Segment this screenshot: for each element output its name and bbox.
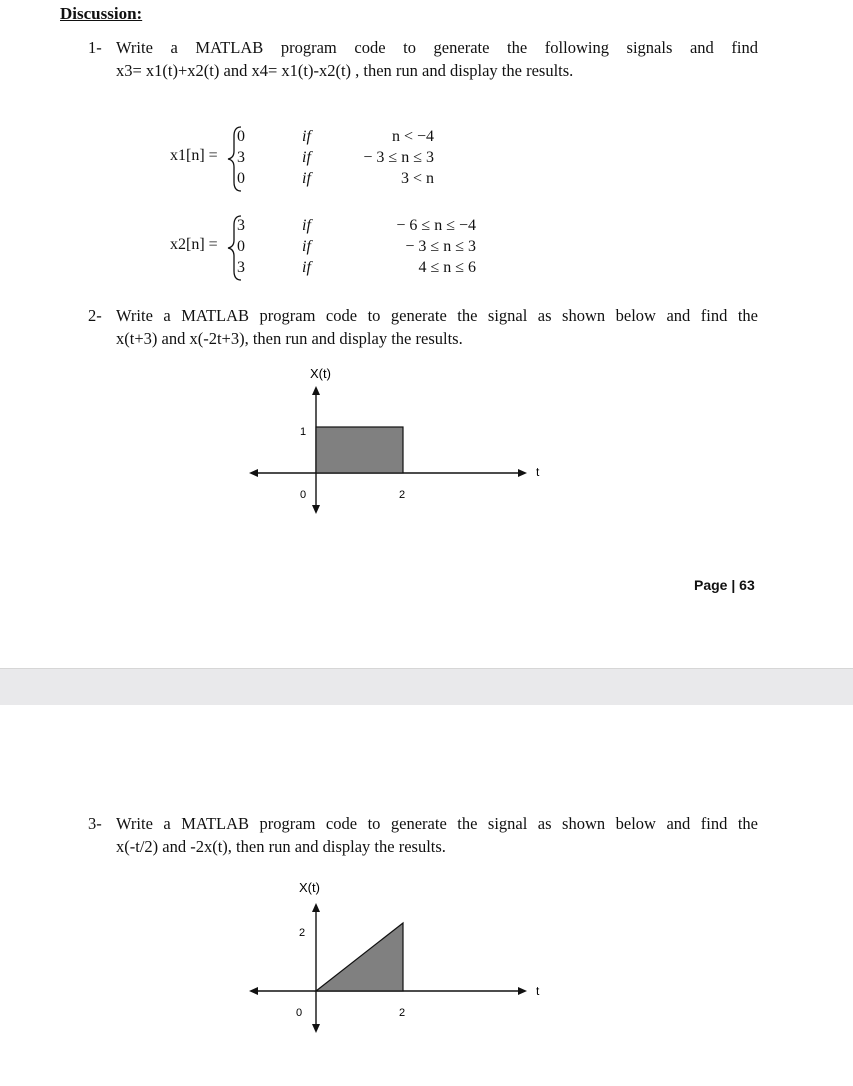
x-axis-arrow-left xyxy=(249,987,258,995)
x-axis-arrow-left xyxy=(249,469,258,477)
x2-values xyxy=(237,215,245,278)
x2-range: − 3 ≤ n ≤ 3 xyxy=(405,238,476,255)
y-axis-arrow-up xyxy=(312,903,320,912)
signal-triangle xyxy=(316,923,403,991)
question-text-line2: x(-t/2) and -2x(t), then run and display the results. xyxy=(116,837,446,856)
x-tick-label: 2 xyxy=(399,1007,406,1019)
x-axis-label: t xyxy=(536,984,540,998)
x2-conditions xyxy=(302,215,311,278)
x2-condition: if xyxy=(302,217,311,234)
question-text-line1: Write a MATLAB program code to generate the following signals and find xyxy=(116,38,758,57)
x-tick-label: 2 xyxy=(399,489,406,501)
question-2 xyxy=(88,304,758,350)
document-page-2 xyxy=(0,705,853,1086)
x2-range: − 6 ≤ n ≤ −4 xyxy=(396,217,476,234)
signal-rectangle xyxy=(316,427,403,473)
y-axis-arrow-down xyxy=(312,505,320,514)
x1-range: n < −4 xyxy=(391,128,434,145)
x-axis-arrow-right xyxy=(518,987,527,995)
y-tick-label: 2 xyxy=(299,927,306,939)
x2-ranges xyxy=(364,215,476,278)
origin-label: 0 xyxy=(300,489,307,501)
question-1 xyxy=(88,36,758,82)
question-3 xyxy=(88,812,758,858)
question-number: 3- xyxy=(88,814,102,833)
x1-ranges xyxy=(338,126,434,189)
x-axis-label: t xyxy=(536,465,540,479)
origin-label: 0 xyxy=(296,1007,303,1019)
x1-condition: if xyxy=(302,128,311,145)
x1-value: 3 xyxy=(237,149,245,166)
question-number: 2- xyxy=(88,306,102,325)
x-axis-arrow-right xyxy=(518,469,527,477)
x1-value: 0 xyxy=(237,170,245,187)
x1-conditions xyxy=(302,126,311,189)
signal-graph-1 xyxy=(240,358,560,528)
x2-condition: if xyxy=(302,238,311,255)
x2-lhs: x2[n] = xyxy=(170,236,218,253)
x1-condition: if xyxy=(302,170,311,187)
y-axis-arrow-down xyxy=(312,1024,320,1033)
y-tick-label: 1 xyxy=(300,426,307,438)
signal-graph-2 xyxy=(240,875,560,1045)
x1-range: − 3 ≤ n ≤ 3 xyxy=(363,149,434,166)
discussion-heading: Discussion: xyxy=(60,4,143,23)
x2-value: 0 xyxy=(237,238,245,255)
x1-value: 0 xyxy=(237,128,245,145)
y-axis-label: X(t) xyxy=(310,366,331,381)
x1-condition: if xyxy=(302,149,311,166)
question-text-line2: x3= x1(t)+x2(t) and x4= x1(t)-x2(t) , then run and display the results. xyxy=(116,61,574,80)
page-number: Page | 63 xyxy=(694,577,755,593)
question-text-line1: Write a MATLAB program code to generate the signal as shown below and find the xyxy=(116,306,758,325)
x2-value: 3 xyxy=(237,217,245,234)
y-axis-arrow-up xyxy=(312,386,320,395)
x1-range: 3 < n xyxy=(400,170,434,187)
x2-condition: if xyxy=(302,259,311,276)
x2-value: 3 xyxy=(237,259,245,276)
page-separator xyxy=(0,668,853,706)
x2-range: 4 ≤ n ≤ 6 xyxy=(418,259,476,276)
question-number: 1- xyxy=(88,38,102,57)
x1-values xyxy=(237,126,245,189)
question-text-line2: x(t+3) and x(-2t+3), then run and display the results. xyxy=(116,329,463,348)
question-text-line1: Write a MATLAB program code to generate the signal as shown below and find the xyxy=(116,814,758,833)
y-axis-label: X(t) xyxy=(299,880,320,895)
x1-lhs: x1[n] = xyxy=(170,147,218,164)
